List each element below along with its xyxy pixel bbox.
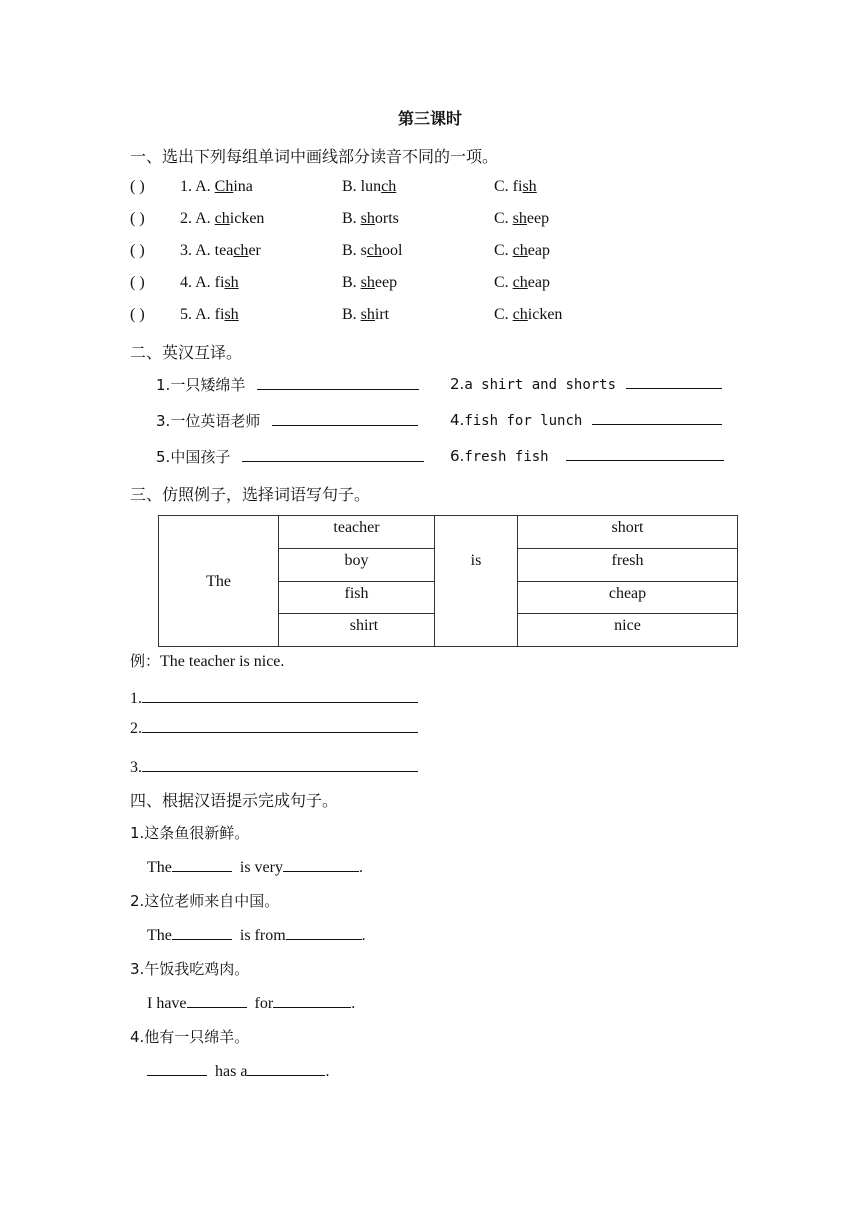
question-number: 3. A. [180, 242, 211, 259]
table-adjective-cell: cheap [518, 581, 738, 614]
answer-line[interactable] [566, 446, 724, 461]
table-verb-cell: is [435, 516, 518, 647]
answer-paren[interactable]: ( ) [130, 210, 145, 227]
prompt-4-sentence: has a . [147, 1061, 329, 1081]
answer-line[interactable] [242, 447, 424, 462]
sentence-blank-1: 1. [130, 688, 418, 708]
option-a: China [214, 178, 253, 195]
answer-line[interactable] [283, 857, 359, 872]
prompt-1-sentence: The is very . [147, 859, 363, 876]
option-a: teacher [214, 242, 261, 259]
sentence-blank-3: 3. [130, 757, 418, 777]
option-a: chicken [214, 210, 265, 227]
sentence-blank-2: 2. [130, 718, 418, 738]
section2-heading: 二、英汉互译。 [130, 343, 243, 362]
answer-paren[interactable]: ( ) [130, 306, 145, 323]
prompt-3-chinese: 3.午饭我吃鸡肉。 [130, 960, 250, 978]
translation-item-3: 3.一位英语老师 [156, 410, 418, 431]
option-b: B. shorts [342, 210, 399, 227]
option-a: fish [214, 306, 239, 323]
table-adjective-cell: nice [518, 614, 738, 647]
answer-line[interactable] [247, 1061, 325, 1076]
question-number: 1. A. [180, 178, 211, 195]
table-adjective-cell: fresh [518, 548, 738, 581]
answer-paren[interactable]: ( ) [130, 178, 145, 195]
section4-heading: 四、根据汉语提示完成句子。 [130, 791, 339, 810]
answer-line[interactable] [626, 374, 722, 389]
translation-item-1: 1.一只矮绵羊 [156, 374, 419, 395]
answer-line[interactable] [187, 993, 247, 1008]
option-b: B. lunch [342, 178, 397, 195]
option-c: C. sheep [494, 210, 550, 227]
answer-line[interactable] [142, 688, 418, 703]
prompt-4-chinese: 4.他有一只绵羊。 [130, 1028, 250, 1046]
prompt-2-chinese: 2.这位老师来自中国。 [130, 892, 280, 910]
option-c: C. chicken [494, 306, 563, 323]
option-b: B. school [342, 242, 403, 259]
question-number: 4. A. [180, 274, 211, 291]
section3-heading: 三、仿照例子，选择词语写句子。 [130, 485, 371, 504]
answer-line[interactable] [592, 410, 722, 425]
answer-line[interactable] [286, 925, 362, 940]
translation-item-4: 4.fish for lunch [450, 410, 722, 430]
answer-paren[interactable]: ( ) [130, 242, 145, 259]
word-table [158, 515, 738, 647]
example-sentence: 例：The teacher is nice. [130, 652, 285, 670]
question-number: 2. A. [180, 210, 211, 227]
table-subject-cell: The [159, 516, 279, 647]
table-noun-cell: shirt [279, 614, 435, 647]
option-c: C. cheap [494, 242, 550, 259]
translation-item-6: 6.fresh fish [450, 446, 724, 466]
option-c: C. fish [494, 178, 537, 195]
option-b: B. sheep [342, 274, 398, 291]
prompt-1-chinese: 1.这条鱼很新鲜。 [130, 824, 250, 842]
table-adjective-cell: short [518, 516, 738, 549]
translation-item-2: 2.a shirt and shorts [450, 374, 722, 394]
answer-line[interactable] [147, 1061, 207, 1076]
answer-paren[interactable]: ( ) [130, 274, 145, 291]
answer-line[interactable] [172, 857, 232, 872]
prompt-3-sentence: I have for . [147, 995, 356, 1012]
option-a: fish [214, 274, 239, 291]
table-noun-cell: fish [279, 581, 435, 614]
answer-line[interactable] [142, 718, 418, 733]
option-c: C. cheap [494, 274, 550, 291]
answer-line[interactable] [142, 757, 418, 772]
section1-heading: 一、选出下列每组单词中画线部分读音不同的一项。 [130, 147, 499, 166]
option-b: B. shirt [342, 306, 390, 323]
table-noun-cell: boy [279, 548, 435, 581]
answer-line[interactable] [172, 925, 232, 940]
table-noun-cell: teacher [279, 516, 435, 549]
question-number: 5. A. [180, 306, 211, 323]
answer-line[interactable] [273, 993, 351, 1008]
answer-line[interactable] [257, 375, 419, 390]
answer-line[interactable] [272, 411, 418, 426]
translation-item-5: 5.中国孩子 [156, 446, 424, 467]
page-title: 第三课时 [397, 109, 462, 128]
prompt-2-sentence: The is from . [147, 927, 366, 944]
